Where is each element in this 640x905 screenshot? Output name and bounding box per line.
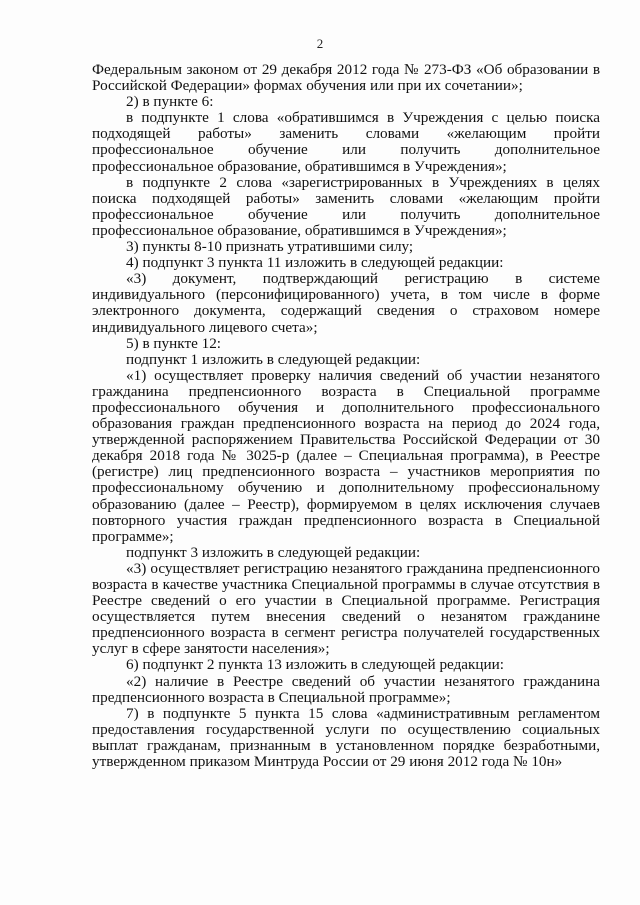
paragraph-12: «3) осуществляет регистрацию незанятого гражданина предпенсионного возраста в качестве участника Специальной программы в случае отсутствия в Реестре сведений о его участии в Специальной программе. Регистрация осуществляется путем внесения сведений о незанятом гражданине предпенсионного возраста в сегмент регистра получателей государственных услуг в сфере занятости населения»;: [92, 559, 600, 658]
paragraph-1: Федеральным законом от 29 декабря 2012 года № 273-ФЗ «Об образовании в Российской Федерации» формах обучения или при их сочетании»;: [92, 61, 600, 95]
paragraph-10: «1) осуществляет проверку наличия сведений об участии незанятого гражданина предпенсионного возраста в Специальной программе профессионального обучения и дополнительного профессионального образования граждан предпенсионного возраста на период до 2024 года, утвержденной распоряжением Правительства Российской Федерации от 30 декабря 2018 года № 3025-р (далее – Специальная программа), в Реестре (регистре) лиц предпенсионного возраста – участников мероприятия по профессиональному обучению и дополнительному профессиональному образованию (далее – Реестр), формируемом в целях исключения случаев повторного участия граждан предпенсионного возраста в Специальной программе»;: [92, 366, 600, 545]
paragraph-7: «3) документ, подтверждающий регистрацию в системе индивидуального (персонифицированного) учета, в том числе в форме электронного документа, содержащий сведения о страховом номере индивидуального лицевого счета»;: [92, 270, 600, 336]
paragraph-14: «2) наличие в Реестре сведений об участии незанятого гражданина предпенсионного возраста в Специальной программе»;: [92, 672, 600, 706]
paragraph-2: 2) в пункте 6:: [126, 93, 214, 111]
paragraph-9: подпункт 1 изложить в следующей редакции:: [126, 350, 421, 368]
paragraph-6: 4) подпункт 3 пункта 11 изложить в следующей редакции:: [126, 254, 504, 272]
page-number: 2: [316, 36, 324, 51]
paragraph-3: в подпункте 1 слова «обратившимся в Учреждения с целью поиска подходящей работы» заменить словами «желающим пройти профессиональное обучение или получить дополнительное профессиональное образование, обратившимся в Учреждения»;: [92, 109, 600, 175]
paragraph-11: подпункт 3 изложить в следующей редакции:: [126, 543, 421, 561]
paragraph-4: в подпункте 2 слова «зарегистрированных в Учреждениях в целях поиска подходящей работы» заменить словами «желающим пройти профессиональное обучение или получить дополнительное профессиональное образование, обратившимся в Учреждения»;: [92, 173, 600, 239]
paragraph-5: 3) пункты 8-10 признать утратившими силу;: [126, 238, 414, 256]
paragraph-13: 6) подпункт 2 пункта 13 изложить в следующей редакции:: [126, 656, 505, 674]
document-body: [92, 62, 600, 770]
paragraph-15: 7) в подпункте 5 пункта 15 слова «административным регламентом предоставления государственной услуги по осуществлению социальных выплат гражданам, признанным в установленном порядке безработными, утвержденном приказом Минтруда России от 29 июня 2012 года № 10н»: [92, 704, 600, 771]
paragraph-8: 5) в пункте 12:: [126, 334, 222, 352]
